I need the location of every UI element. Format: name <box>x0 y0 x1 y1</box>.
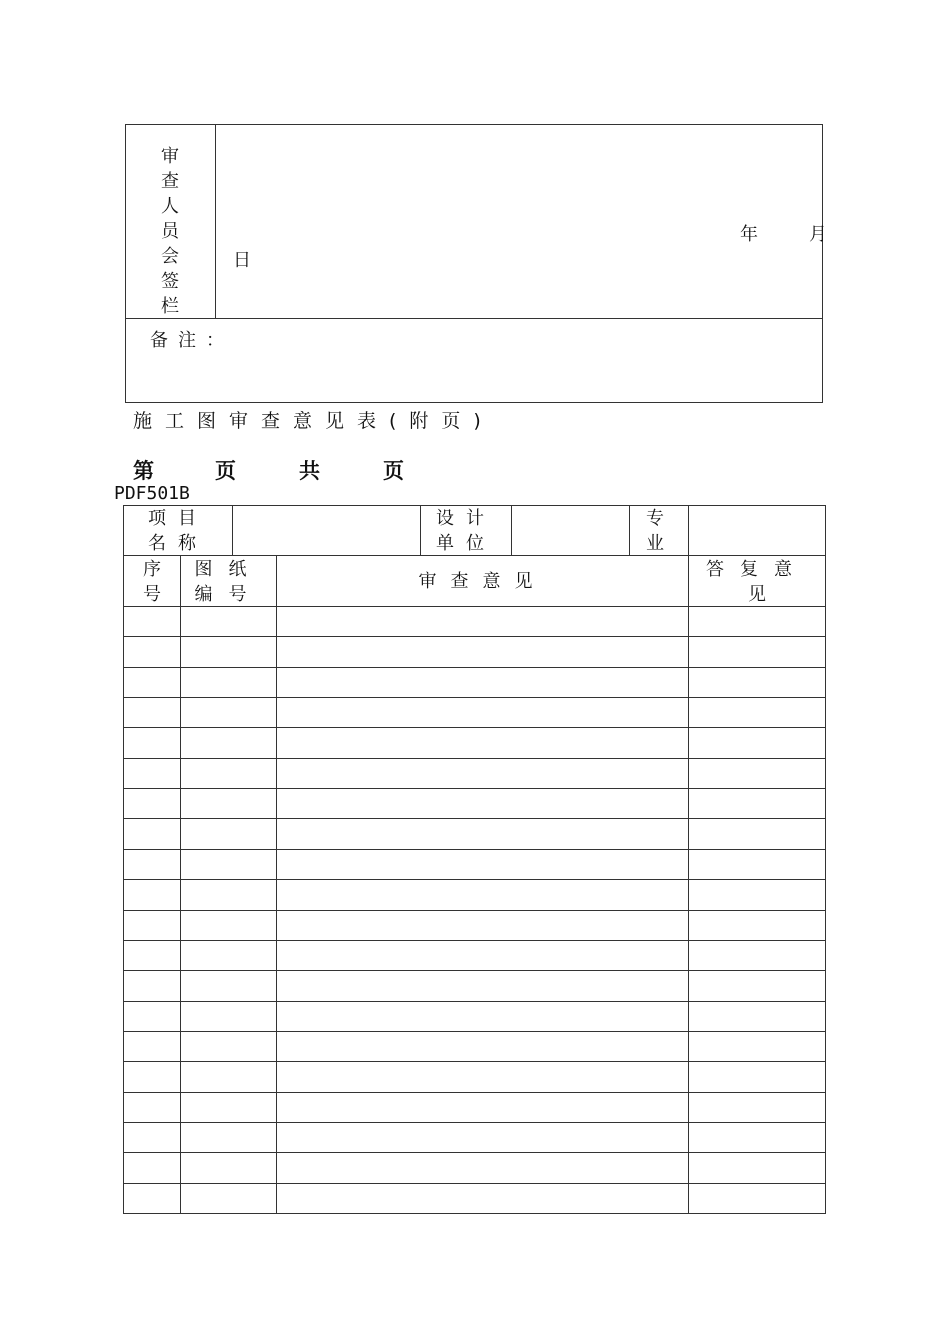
col-drawing-header-line: 编号 <box>194 584 263 605</box>
remark-divider <box>125 318 823 319</box>
col-reply-header-line: 答复意 <box>706 559 808 580</box>
table-row <box>123 849 826 850</box>
opinion-table <box>123 505 826 1214</box>
col-drawing-header <box>181 557 276 607</box>
col-opinion-header: 审查意见 <box>418 571 547 592</box>
signoff-label-char: 人 <box>161 196 179 217</box>
date-day-label: 日 <box>233 250 251 271</box>
signoff-box <box>125 124 823 403</box>
signoff-divider <box>215 124 216 318</box>
page-gong: 共 <box>299 459 320 483</box>
page-ye: 页 <box>383 459 404 483</box>
table-row <box>123 1122 826 1123</box>
table-row <box>123 970 826 971</box>
page-di: 第 <box>133 459 154 483</box>
signoff-label-char: 签 <box>161 271 179 292</box>
form-title: 施工图审查意见表(附页) <box>133 410 494 432</box>
table-line <box>688 505 689 555</box>
project-name-label-line: 名称 <box>148 533 208 554</box>
signoff-label-char: 查 <box>161 171 179 192</box>
specialty-label-line: 业 <box>646 533 664 554</box>
table-row <box>123 1152 826 1153</box>
table-line <box>276 555 277 1214</box>
table-line <box>232 505 233 555</box>
table-line <box>688 555 689 1214</box>
signoff-label-char: 审 <box>161 146 179 167</box>
design-unit-label-line: 设计 <box>436 508 496 529</box>
table-row <box>123 910 826 911</box>
signoff-label <box>140 144 200 319</box>
table-row <box>123 697 826 698</box>
table-row <box>123 1183 826 1184</box>
table-row <box>123 1092 826 1093</box>
col-reply-header-line: 见 <box>748 584 766 605</box>
table-row <box>123 667 826 668</box>
col-seq-header-line: 号 <box>143 584 161 605</box>
table-row <box>123 1061 826 1062</box>
table-line <box>180 555 181 1214</box>
signoff-label-char: 会 <box>161 246 179 267</box>
table-row <box>123 788 826 789</box>
table-row <box>123 940 826 941</box>
project-name-label-line: 项目 <box>148 508 208 529</box>
table-row <box>123 879 826 880</box>
remark-label: 备注： <box>150 330 234 351</box>
col-seq-header-line: 序 <box>143 559 161 580</box>
table-row <box>123 758 826 759</box>
specialty-label <box>630 506 680 556</box>
design-unit-label <box>421 506 511 556</box>
specialty-label-line: 专 <box>646 508 664 529</box>
table-row <box>123 1001 826 1002</box>
signoff-label-char: 员 <box>161 221 179 242</box>
table-row <box>123 1031 826 1032</box>
form-code: PDF501B <box>114 483 190 504</box>
col-reply-header <box>689 557 825 607</box>
date-month-label: 月 <box>809 224 827 245</box>
signoff-label-char: 栏 <box>161 296 179 317</box>
date-year-label: 年 <box>740 224 758 245</box>
col-drawing-header-line: 图纸 <box>194 559 263 580</box>
table-row <box>123 636 826 637</box>
table-row <box>123 818 826 819</box>
page-ye: 页 <box>215 459 236 483</box>
table-line <box>511 505 512 555</box>
design-unit-label-line: 单位 <box>436 533 496 554</box>
col-seq-header <box>124 557 180 607</box>
table-row <box>123 727 826 728</box>
project-name-label <box>124 506 232 556</box>
